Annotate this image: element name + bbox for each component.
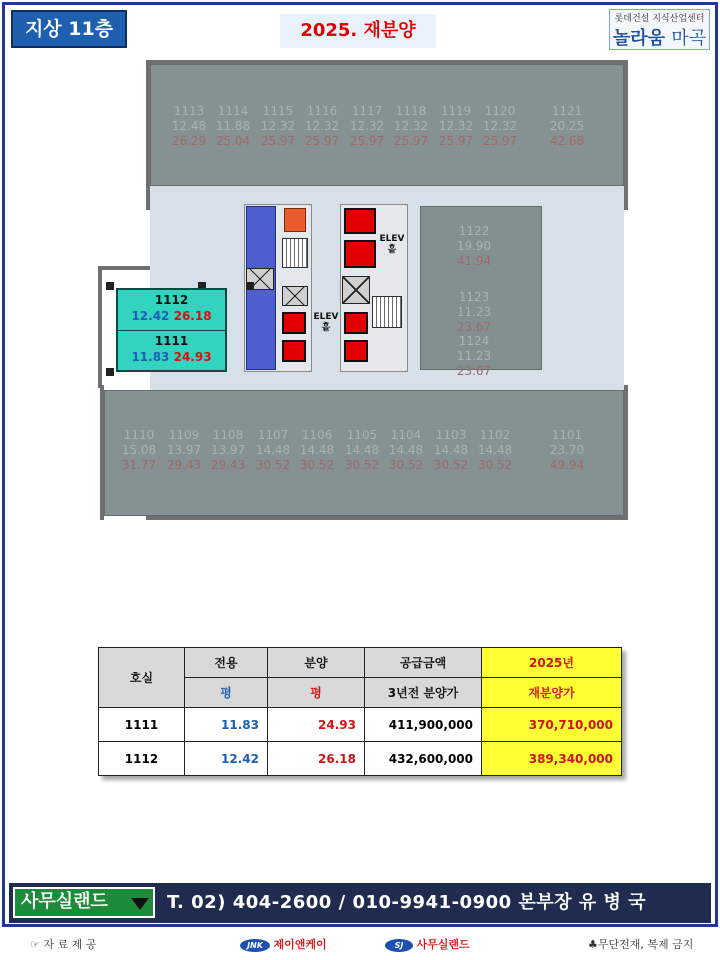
unit-label[interactable] [542,104,592,149]
elevator-4 [344,340,368,362]
wing-wall-left [98,266,102,388]
unit-exclusive-area: 14.48 [344,443,380,457]
pillar [106,282,114,290]
unit-label[interactable] [207,428,249,473]
unit-number: 1118 [395,104,427,118]
header-pyeong-sale: 평 [268,678,365,708]
unit-supply-area: 23.67 [456,364,492,378]
contact-bar [9,883,711,923]
unit-1111-no: 1111 [154,334,189,348]
unit-supply-area: 30.52 [477,458,513,472]
unit-exclusive-area: 12.32 [349,119,385,133]
unit-label[interactable] [163,428,205,473]
sj-brand [385,936,470,954]
contact-phone[interactable]: T. 02) 404-2600 / 010-9941-0900 본부장 유 병 국 [167,892,647,913]
unit-exclusive-area: 12.32 [260,119,296,133]
unit-supply-area: 25.97 [438,134,474,148]
unit-number: 1116 [306,104,338,118]
price-table [98,647,622,776]
unit-label[interactable] [341,428,383,473]
unit-number: 1108 [212,428,244,442]
cell-exclusive: 11.83 [185,708,268,742]
unit-number: 1122 [458,224,490,238]
unit-label[interactable] [542,428,592,473]
unit-exclusive-area: 14.48 [477,443,513,457]
cell-prev-price: 432,600,000 [365,742,482,776]
highlight-units[interactable] [116,288,227,372]
elev-hall-label-center-1: ELEV [313,312,339,322]
copyright-note: ♣무단전재, 복제 금지 [588,938,694,951]
unit-number: 1107 [257,428,289,442]
unit-number: 1105 [346,428,378,442]
brand-subtitle: 롯데건설 지식산업센터 [614,14,705,24]
unit-exclusive-area: 12.32 [438,119,474,133]
unit-exclusive-area: 15.08 [121,443,157,457]
unit-number: 1119 [440,104,472,118]
unit-supply-area: 25.97 [349,134,385,148]
unit-label[interactable] [212,104,254,149]
unit-exclusive-area: 14.48 [388,443,424,457]
cell-resale: 389,340,000 [482,742,622,776]
header-room: 호실 [99,648,185,708]
unit-exclusive-area: 14.48 [433,443,469,457]
header-resale: 재분양가 [482,678,622,708]
triangle-down-icon [131,898,149,910]
unit-1111-area: 11.83 [131,350,170,364]
header-exclusive: 전용 [185,648,268,678]
unit-number: 1113 [173,104,205,118]
unit-1111-supply: 24.93 [173,350,212,364]
header-supply: 공급금액 [365,648,482,678]
elevator-3 [344,312,368,334]
unit-exclusive-area: 11.23 [456,349,492,363]
shaft-right-1 [342,276,370,304]
cell-sale: 24.93 [268,708,365,742]
shaft-left-2 [282,286,308,306]
unit-supply-area: 25.04 [215,134,251,148]
unit-label[interactable] [390,104,432,149]
header-sale: 분양 [268,648,365,678]
unit-supply-area: 30.52 [299,458,335,472]
unit-exclusive-area: 20.25 [549,119,585,133]
unit-supply-area: 25.97 [260,134,296,148]
unit-number: 1104 [390,428,422,442]
office-name: 사무실랜드 [21,891,108,912]
unit-number: 1123 [458,290,490,304]
unit-label[interactable] [474,428,516,473]
unit-supply-area: 30.52 [433,458,469,472]
unit-divider [118,330,225,331]
outer-wall-right-bottom [624,385,628,520]
unit-number: 1120 [484,104,516,118]
unit-label[interactable] [257,104,299,149]
elevator-5 [344,208,376,234]
unit-number: 1117 [351,104,383,118]
pillar [106,368,114,376]
unit-exclusive-area: 11.23 [456,305,492,319]
unit-exclusive-area: 12.32 [393,119,429,133]
unit-supply-area: 23.67 [456,320,492,334]
table-row [99,708,622,742]
cell-resale: 370,710,000 [482,708,622,742]
office-badge[interactable] [13,887,155,918]
table-row [99,742,622,776]
unit-1112-values [118,309,225,324]
unit-label[interactable] [296,428,338,473]
pillar [246,282,254,290]
unit-supply-area: 31.77 [121,458,157,472]
unit-supply-area: 41.94 [456,254,492,268]
unit-number: 1101 [551,428,583,442]
source-note: ☞ 자 료 제 공 [30,938,97,951]
unit-supply-area: 49.94 [549,458,585,472]
cell-prev-price: 411,900,000 [365,708,482,742]
unit-supply-area: 29.43 [210,458,246,472]
unit-exclusive-area: 14.48 [255,443,291,457]
jnk-logo-icon: JNK [240,939,270,952]
elev-hall-label-right [378,234,406,256]
unit-number: 1103 [435,428,467,442]
brand-name-main: 놀라움 [612,28,666,49]
unit-exclusive-area: 13.97 [166,443,202,457]
unit-exclusive-area: 13.97 [210,443,246,457]
unit-exclusive-area: 11.88 [215,119,251,133]
unit-number: 1121 [551,104,583,118]
unit-label[interactable] [479,104,521,149]
elev-hall-label-right-1: ELEV [379,234,405,244]
elevator-6 [344,240,376,268]
header-year: 2025년 [482,648,622,678]
sj-name: 사무실랜드 [416,938,470,951]
unit-exclusive-area: 12.32 [304,119,340,133]
unit-label[interactable] [446,290,502,335]
unit-number: 1109 [168,428,200,442]
unit-number: 1102 [479,428,511,442]
unit-1112-no: 1112 [154,293,189,307]
unit-supply-area: 25.97 [393,134,429,148]
restroom-left [284,208,306,232]
unit-supply-area: 42.68 [549,134,585,148]
unit-1112-area: 12.42 [131,309,170,323]
page-title: 2025. 재분양 [280,14,436,48]
header-prev-price: 3년전 분양가 [365,678,482,708]
unit-supply-area: 29.43 [166,458,202,472]
unit-label[interactable] [301,104,343,149]
stair-right-steps [372,296,402,328]
unit-supply-area: 30.52 [344,458,380,472]
elevator-1 [282,312,306,334]
brand-name-accent: 마곡 [671,28,707,49]
unit-label[interactable] [385,428,427,473]
unit-number: 1106 [301,428,333,442]
unit-1111-values [118,350,225,365]
unit-number: 1110 [123,428,155,442]
cell-exclusive: 12.42 [185,742,268,776]
elev-hall-label-center [312,312,340,334]
outer-wall-bottom [146,516,628,520]
outer-wall-right-top [624,60,628,210]
cell-sale: 26.18 [268,742,365,776]
unit-label[interactable] [446,224,502,269]
header-pyeong-exclusive: 평 [185,678,268,708]
jnk-brand [240,936,327,954]
unit-1112-supply: 26.18 [173,309,212,323]
floor-badge: 지상 11층 [11,10,127,48]
unit-supply-area: 30.52 [388,458,424,472]
unit-supply-area: 30.52 [255,458,291,472]
stair-left-steps [282,238,308,268]
unit-label[interactable] [346,104,388,149]
unit-supply-area: 26.29 [171,134,207,148]
unit-label[interactable] [252,428,294,473]
unit-number: 1114 [217,104,249,118]
unit-label[interactable] [446,334,502,379]
unit-exclusive-area: 12.48 [171,119,207,133]
unit-label[interactable] [168,104,210,149]
unit-supply-area: 25.97 [304,134,340,148]
unit-exclusive-area: 14.48 [299,443,335,457]
unit-number: 1115 [262,104,294,118]
unit-label[interactable] [435,104,477,149]
jnk-name: 제이앤케이 [273,938,327,951]
unit-exclusive-area: 12.32 [482,119,518,133]
unit-label[interactable] [430,428,472,473]
unit-label[interactable] [118,428,160,473]
cell-room: 1111 [99,708,185,742]
cell-room: 1112 [99,742,185,776]
elevator-2 [282,340,306,362]
sj-logo-icon: SJ [385,939,413,952]
unit-exclusive-area: 19.90 [456,239,492,253]
elev-hall-label-center-2: 홀 [321,323,331,333]
unit-supply-area: 25.97 [482,134,518,148]
unit-number: 1124 [458,334,490,348]
unit-exclusive-area: 23.70 [549,443,585,457]
elev-hall-label-right-2: 홀 [387,245,397,255]
